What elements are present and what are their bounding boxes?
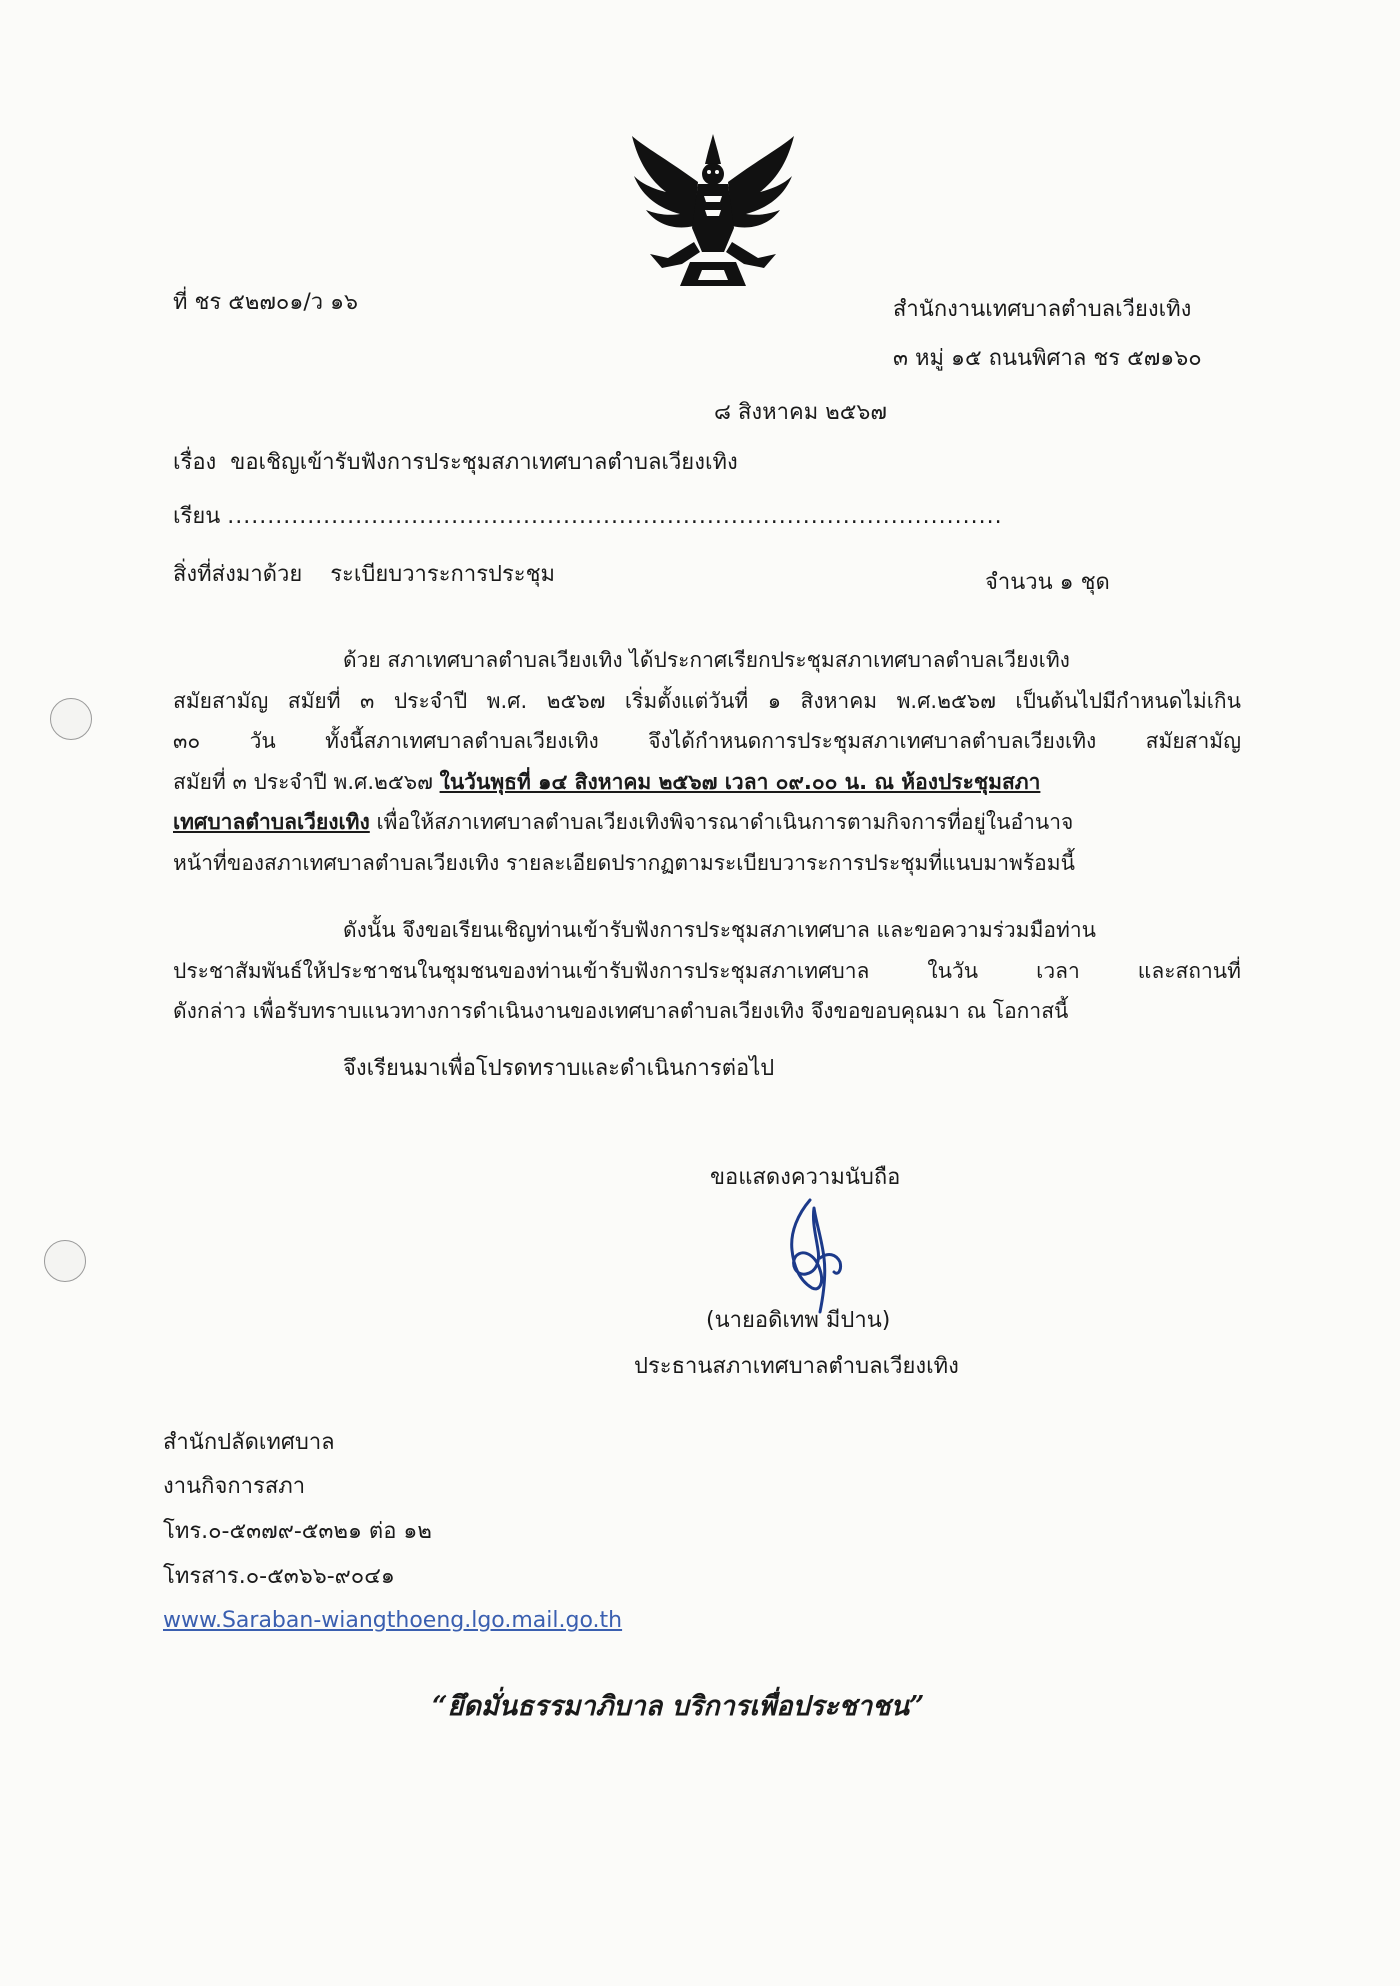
p1-line-4 bbox=[173, 762, 1241, 803]
p1-line-5 bbox=[173, 802, 1241, 843]
footer-unit: งานกิจการสภา bbox=[163, 1474, 306, 1499]
paragraph-1 bbox=[173, 640, 1241, 883]
paragraph-2 bbox=[173, 910, 1241, 1032]
handwritten-signature-icon bbox=[750, 1192, 860, 1322]
subject-row bbox=[173, 448, 738, 478]
to-label: เรียน bbox=[173, 504, 221, 529]
enclosure-text: ระเบียบวาระการประชุม bbox=[330, 562, 556, 587]
footer-website-link[interactable]: www.Saraban-wiangthoeng.lgo.mail.go.th bbox=[163, 1608, 623, 1633]
p1-line-2: สมัยสามัญ สมัยที่ ๓ ประจำปี พ.ศ. ๒๕๖๗ เริ่มตั้งแต่วันที่ ๑ สิงหาคม พ.ศ.๒๕๖๗ เป็นต้นไปมีกำหนดไม่เกิน bbox=[173, 688, 1241, 713]
p1-line-6: หน้าที่ของสภาเทศบาลตำบลเวียงเทิง รายละเอียดปรากฏตามระเบียบวาระการประชุมที่แนบมาพร้อมนี้ bbox=[173, 850, 1075, 875]
footer-phone: โทร.๐-๕๓๗๙-๕๓๒๑ ต่อ ๑๒ bbox=[163, 1519, 432, 1544]
sender-address: ๓ หมู่ ๑๕ ถนนพิศาล ชร ๕๗๑๖๐ bbox=[893, 346, 1202, 371]
footer-department: สำนักปลัดเทศบาล bbox=[163, 1430, 335, 1455]
signer-name: (นายอดิเทพ มีปาน) bbox=[706, 1308, 891, 1333]
enclosure-label: สิ่งที่ส่งมาด้วย bbox=[173, 562, 303, 587]
p2-line-1: ดังนั้น จึงขอเรียนเชิญท่านเข้ารับฟังการประชุมสภาเทศบาล และขอความร่วมมือท่าน bbox=[343, 918, 1097, 942]
enclosure-row bbox=[173, 560, 555, 590]
letter-date: ๘ สิงหาคม ๒๕๖๗ bbox=[714, 400, 887, 425]
reference-number: ที่ ชร ๕๒๗๐๑/ว ๑๖ bbox=[173, 290, 359, 315]
p2-line-2: ประชาสัมพันธ์ให้ประชาชนในชุมชนของท่านเข้ารับฟังการประชุมสภาเทศบาล ในวัน เวลา และสถานที่ bbox=[173, 958, 1241, 983]
to-row bbox=[173, 502, 1003, 532]
subject-label: เรื่อง bbox=[173, 450, 217, 475]
signer-title: ประธานสภาเทศบาลตำบลเวียงเทิง bbox=[634, 1354, 959, 1379]
organization-motto: “ยึดมั่นธรรมาภิบาล บริการเพื่อประชาชน” bbox=[432, 1691, 925, 1722]
p2-line-3: ดังกล่าว เพื่อรับทราบแนวทางการดำเนินงานของเทศบาลตำบลเวียงเทิง จึงขอขอบคุณมา ณ โอกาสนี้ bbox=[173, 999, 1069, 1023]
garuda-emblem-icon bbox=[628, 130, 798, 290]
p1-line-5-text: เพื่อให้สภาเทศบาลตำบลเวียงเทิงพิจารณาดำเนินการตามกิจการที่อยู่ในอำนาจ bbox=[369, 810, 1074, 834]
sender-office: สำนักงานเทศบาลตำบลเวียงเทิง bbox=[893, 297, 1192, 322]
meeting-datetime-place: ในวันพุธที่ ๑๔ สิงหาคม ๒๕๖๗ เวลา ๐๙.๐๐ น. ณ ห้องประชุมสภา bbox=[439, 769, 1041, 794]
punch-hole-top bbox=[50, 698, 92, 740]
paragraph-3: จึงเรียนมาเพื่อโปรดทราบและดำเนินการต่อไป bbox=[343, 1056, 775, 1081]
meeting-venue: เทศบาลตำบลเวียงเทิง bbox=[173, 810, 370, 834]
footer-fax: โทรสาร.๐-๕๓๖๖-๙๐๔๑ bbox=[163, 1564, 395, 1589]
p1-line-3: ๓๐ วัน ทั้งนี้สภาเทศบาลตำบลเวียงเทิง จึงได้กำหนดการประชุมสภาเทศบาลตำบลเวียงเทิง สมัยสามัญ bbox=[173, 729, 1241, 753]
closing-text: ขอแสดงความนับถือ bbox=[710, 1165, 901, 1190]
to-dotted-line: ................................................................................................. bbox=[227, 504, 1003, 529]
enclosure-quantity: จำนวน ๑ ชุด bbox=[985, 570, 1110, 595]
punch-hole-bottom bbox=[44, 1240, 86, 1282]
p1-line-1: ด้วย สภาเทศบาลตำบลเวียงเทิง ได้ประกาศเรียกประชุมสภาเทศบาลตำบลเวียงเทิง bbox=[343, 648, 1070, 672]
subject-text: ขอเชิญเข้ารับฟังการประชุมสภาเทศบาลตำบลเวียงเทิง bbox=[230, 450, 738, 475]
p1-line-4-text: สมัยที่ ๓ ประจำปี พ.ศ.๒๕๖๗ bbox=[173, 769, 440, 794]
